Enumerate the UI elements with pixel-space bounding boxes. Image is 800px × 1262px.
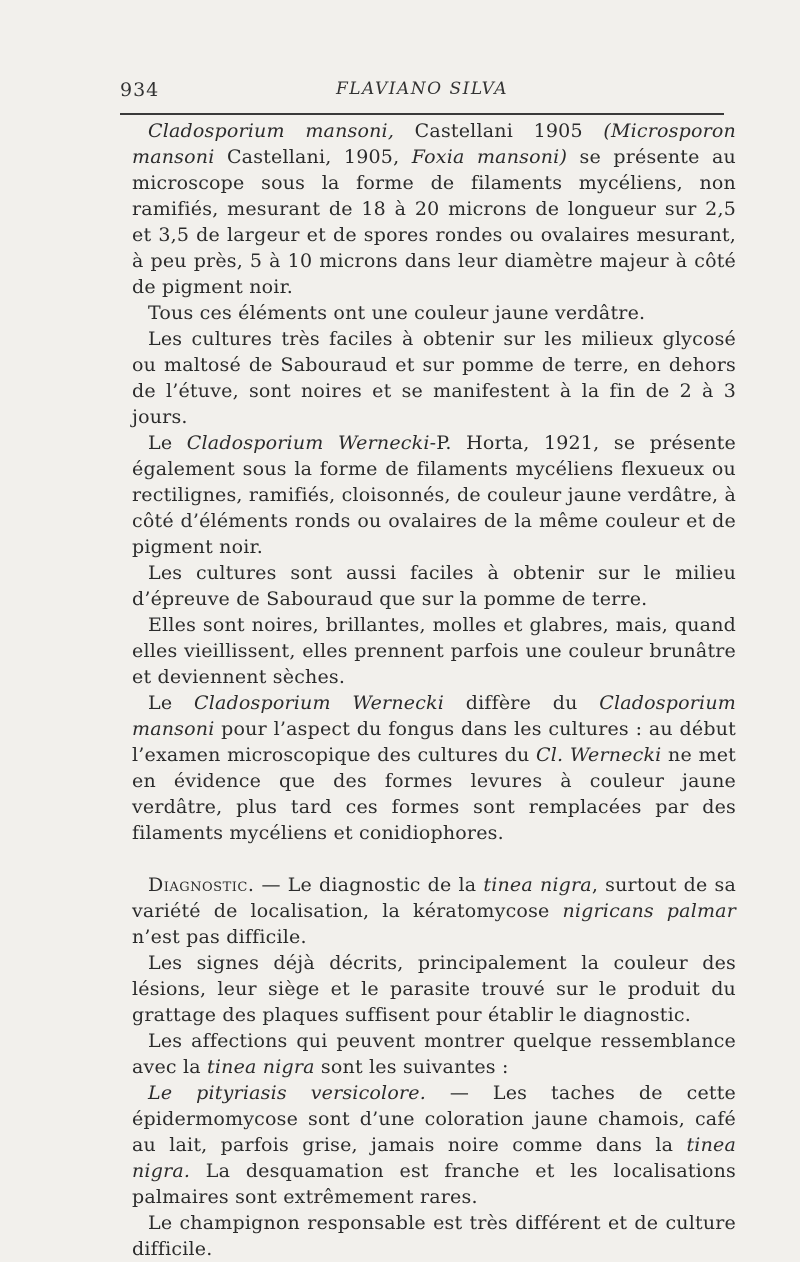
text-run: Castellani 1905 [394,120,604,142]
text-run: -P. Horta, 1921, se présente également sous la forme de filaments mycéliens flexueux ou rectilignes, ramifiés, cloisonnés, de couleur jaune verdâtre, à côté d’éléments ronds ou ovalaires de la même couleur et de pigment noir. [132,432,736,558]
italic-term: Cladosporium mansoni [132,692,736,740]
italic-term: Foxia mansoni) [411,146,568,168]
paragraph [132,118,736,300]
paragraph: Elles sont noires, brillantes, molles et glabres, mais, quand elles vieillissent, elles prennent parfois une couleur brunâtre et deviennent sèches. [132,614,736,688]
text-run: sont les suivantes : [314,1056,509,1078]
italic-term: tinea nigra [483,874,592,896]
text-run: pour l’aspect du fongus dans les cultures : au début l’examen microscopique des cultures du [132,718,736,766]
text-run: ne met en évidence que des formes levures à couleur jaune verdâtre, plus tard ces formes sont remplacées par des filaments mycéliens et conidiophores. [132,744,736,844]
header-rule [120,113,724,115]
italic-term: Cladosporium Wernecki [193,692,445,714]
paragraph: Le champignon responsable est très différent et de culture difficile. [132,1212,736,1260]
paragraph [132,1080,736,1210]
paragraph: Les signes déjà décrits, principalement la couleur des lésions, leur siège et le parasite trouvé sur le produit du grattage des plaques suffisent pour établir le diagnostic. [132,952,736,1026]
text-run: Le [148,692,194,714]
italic-term: tinea nigra. [132,1134,736,1182]
text-run: Castellani, 1905, [214,146,412,168]
italic-term: Cladosporium Wernecki [186,432,430,454]
section-heading: Diagnostic. [148,874,255,896]
paragraph: Les cultures très faciles à obtenir sur les milieux glycosé ou maltosé de Sabouraud et sur pomme de terre, en dehors de l’étuve, sont noires et se manifestent à la fin de 2 à 3 jours. [132,328,736,428]
italic-term: tinea nigra [207,1056,315,1078]
italic-term: Cl. Wernecki [536,744,662,766]
paragraph-diagnostic [132,872,736,950]
italic-term: Cladosporium mansoni, [148,120,395,142]
paragraph: Les cultures sont aussi faciles à obtenir sur le milieu d’épreuve de Sabouraud que sur la pomme de terre. [132,562,736,610]
text-run: n’est pas difficile. [132,926,307,948]
text-run: — Le diagnostic de la [254,874,484,896]
paragraph [132,430,736,560]
paragraph [132,1028,736,1080]
running-title: FLAVIANO SILVA [335,79,509,99]
text-run: se présente au microscope sous la forme de filaments mycéliens, non ramifiés, mesurant de 18 à 20 microns de longueur sur 2,5 et 3,5 de largeur et de spores rondes ou ovalaires mesurant, à peu près, 5 à 10 microns dans leur diamètre majeur à côté de pigment noir. [132,146,736,298]
text-run: — Les taches de cette épidermomycose sont d’une coloration jaune chamois, café au lait, parfois grise, jamais noire comme dans la [132,1082,736,1156]
text-run: La desquamation est franche et les localisations palmaires sont extrêmement rares. [132,1160,736,1208]
text-run: Les affections qui peuvent montrer quelque ressemblance avec la [132,1030,736,1078]
text-run: Le [148,432,187,454]
italic-term: (Microsporon mansoni [132,120,736,168]
body-text [132,118,736,1262]
paragraph [132,690,736,846]
page-header [120,76,724,106]
text-run: , surtout de sa variété de localisation, la kératomycose [132,874,736,922]
paragraph: Tous ces éléments ont une couleur jaune verdâtre. [148,302,646,324]
text-run: diffère du [444,692,600,714]
italic-term: Le pityriasis versicolore. [148,1082,426,1104]
page-number: 934 [120,79,160,101]
italic-term: nigricans palmar [562,900,736,922]
